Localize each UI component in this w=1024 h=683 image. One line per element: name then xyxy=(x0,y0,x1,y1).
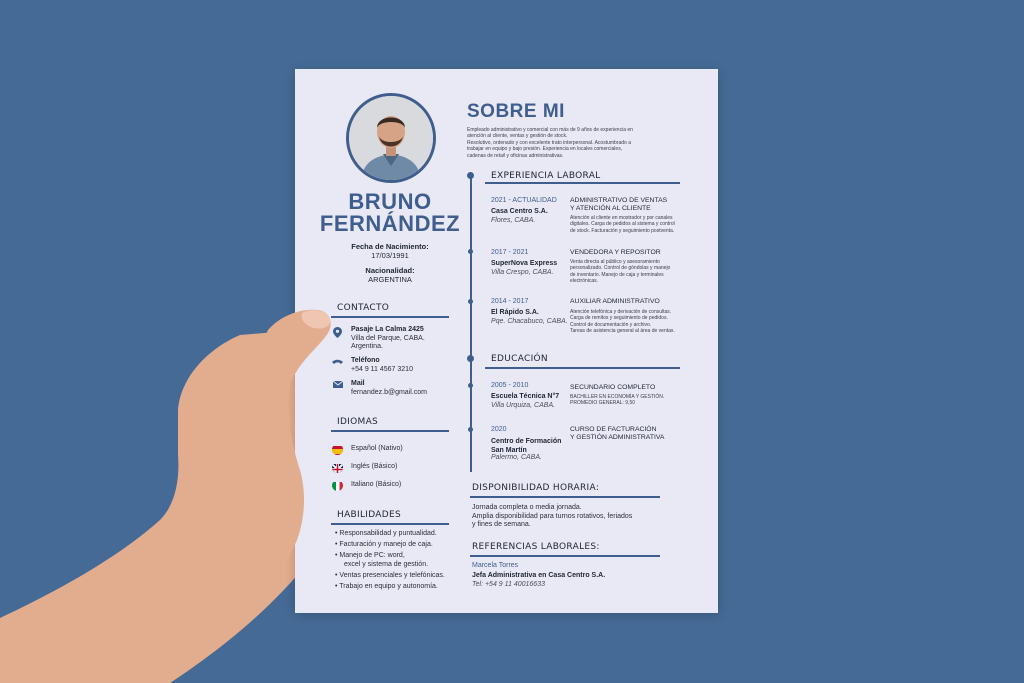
availability-heading: DISPONIBILIDAD HORARIA: xyxy=(472,483,600,493)
education-place: Palermo, CABA. xyxy=(491,454,542,461)
job-years: 2017 - 2021 xyxy=(491,249,529,256)
job-company: Casa Centro S.A. xyxy=(491,208,548,215)
birth-value: 17/03/1991 xyxy=(371,251,409,260)
birth-label: Fecha de Nacimiento: xyxy=(351,242,429,251)
job-years: 2021 - ACTUALIDAD xyxy=(491,197,557,204)
phone-label: Teléfono xyxy=(351,357,380,364)
language-item: Inglés (Básico) xyxy=(351,463,398,470)
skill-item: • Facturación y manejo de caja. xyxy=(335,541,433,548)
languages-heading: IDIOMAS xyxy=(337,417,379,427)
language-item: Español (Nativo) xyxy=(351,445,403,452)
last-name: FERNÁNDEZ xyxy=(319,211,461,236)
availability-text: Jornada completa o media jornada. Amplia disponibilidad para turnos rotativos, feriados y fines de semana. xyxy=(472,504,633,529)
contact-heading: CONTACTO xyxy=(337,303,390,313)
job-company: El Rápido S.A. xyxy=(491,309,539,316)
skill-item: • Ventas presenciales y telefónicas. xyxy=(335,572,445,579)
education-detail: BACHILLER EN ECONOMÍA Y GESTIÓN. PROMEDIO GENERAL: 9,50 xyxy=(570,394,665,407)
phone-number: +54 9 11 4567 3210 xyxy=(351,366,413,373)
nationality-value: ARGENTINA xyxy=(368,275,412,284)
skill-item-continued: excel y sistema de gestión. xyxy=(344,561,429,568)
mail-label: Mail xyxy=(351,380,365,387)
education-degree: SECUNDARIO COMPLETO xyxy=(570,384,656,391)
skill-item: • Trabajo en equipo y autonomía. xyxy=(335,583,438,590)
job-description: Atención al cliente en mostrador y por canales digitales. Carga de pedidos al sistema y control de stock. Facturación y seguimiento postventa. xyxy=(570,215,675,234)
address-line-3: Argentina. xyxy=(351,343,383,350)
job-description: Venta directa al público y asesoramiento personalizado. Control de góndolas y manejo de inventario. Manejo de caja y terminales electrónicas. xyxy=(570,259,671,285)
reference-phone: Tel: +54 9 11 40016633 xyxy=(472,581,545,588)
address-line-1: Pasaje La Calma 2425 xyxy=(351,326,424,333)
reference-position: Jefa Administrativa en Casa Centro S.A. xyxy=(472,572,606,579)
job-role: VENDEDORA Y REPOSITOR xyxy=(570,249,661,256)
skills-heading: HABILIDADES xyxy=(337,510,401,520)
reference-name: Marcela Torres xyxy=(472,562,519,569)
first-name: BRUNO xyxy=(348,189,432,214)
education-degree: CURSO DE FACTURACIÓN Y GESTIÓN ADMINISTRATIVA xyxy=(570,426,665,441)
job-role: AUXILIAR ADMINISTRATIVO xyxy=(570,298,660,305)
education-school: Centro de Formación San Martín xyxy=(491,438,562,454)
about-text: Empleado administrativo y comercial con más de 9 años de experiencia en atención al cliente, ventas y gestión de stock. Resolutivo, ordenado y con excelente trato interpersonal. Acostumbrado a trabajar en equipo y bajo presión. Experiencia en locales comerciales, cadenas de retail y oficinas administrativas. xyxy=(467,127,633,159)
job-place: Pqe. Chacabuco, CABA. xyxy=(491,318,568,325)
experience-heading: EXPERIENCIA LABORAL xyxy=(491,171,601,181)
references-heading: REFERENCIAS LABORALES: xyxy=(472,542,600,552)
education-school: Escuela Técnica N°7 xyxy=(491,393,560,400)
address-line-2: Villa del Parque, CABA. xyxy=(351,335,425,342)
education-heading: EDUCACIÓN xyxy=(491,354,548,364)
job-description: Atención telefónica y derivación de consultas. Carga de remitos y seguimiento de pedidos. Control de documentación y archivo. Tareas de asistencia general al área de ventas. xyxy=(570,309,675,335)
skill-item: • Manejo de PC: word, xyxy=(335,552,405,559)
skill-item: • Responsabilidad y puntualidad. xyxy=(335,530,437,537)
about-heading: SOBRE MI xyxy=(467,101,565,122)
education-years: 2020 xyxy=(491,426,507,433)
job-role: ADMINISTRATIVO DE VENTAS Y ATENCIÓN AL CLIENTE xyxy=(570,197,668,212)
job-place: Villa Crespo, CABA. xyxy=(491,269,554,276)
language-item: Italiano (Básico) xyxy=(351,481,402,488)
job-years: 2014 - 2017 xyxy=(491,298,529,305)
education-years: 2005 - 2010 xyxy=(491,382,529,389)
job-place: Flores, CABA. xyxy=(491,217,536,224)
job-company: SuperNova Express xyxy=(491,260,558,267)
nationality-label: Nacionalidad: xyxy=(365,266,415,275)
mail-address: fernandez.b@gmail.com xyxy=(351,389,427,396)
education-place: Villa Urquiza, CABA. xyxy=(491,402,556,409)
